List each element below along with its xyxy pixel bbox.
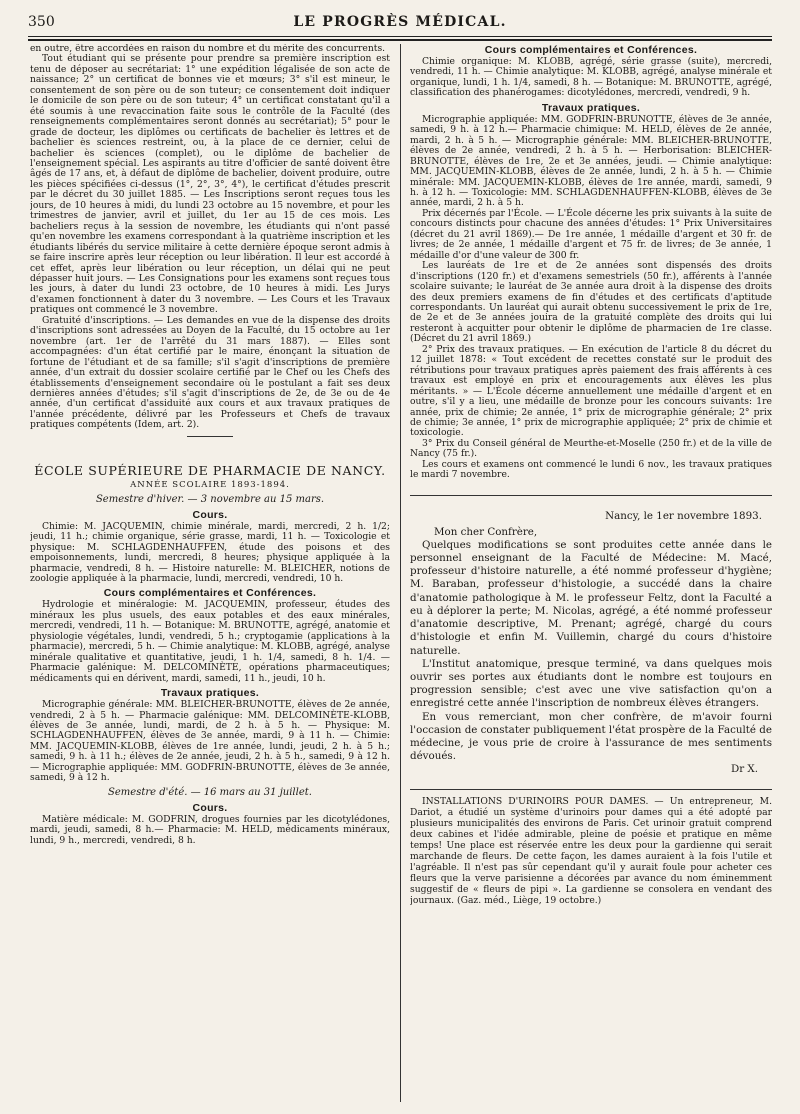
- header-rule: [28, 36, 772, 37]
- urinals-notice: [410, 789, 772, 906]
- complementary-heading: Cours complémentaires et Conférences.: [484, 44, 698, 56]
- left-column: [30, 44, 390, 1104]
- page-header: [28, 14, 772, 36]
- school-year: ANNÉE SCOLAIRE 1893-1894.: [130, 479, 290, 490]
- letter-salutation: Mon cher Confrère,: [434, 525, 538, 538]
- notice-text: INSTALLATIONS D'URINOIRS POUR DAMES. — Un entrepreneur, M. Dariot, a étudié un système d'urinoirs pour dames qui a été adopté par plusieurs municipalités des environs de Paris. Cet urinoir gratuit comprend deux cabines et l'idée admirable, pleine de poésie et pratique en même temps! Une place est réservée entre les deux pour la gardienne qui serait marchande de fleurs. De cette façon, les dames auraient à la fois l'utile et l'agréable. Il n'est pas sûr cependant qu'il y aurait foule pour acheter ces fleurs que la verve parisienne a décorées par avance du nom éminemment suggestif de « fleurs de pipi ». La gardienne se consolera en vendant des journaux. (Gaz. méd., Liège, 19 octobre.): [410, 796, 772, 907]
- complementary-text: Hydrologie et minéralogie: M. JACQUEMIN, professeur, études des minéraux les plus usuels, des eaux potables et des eaux minérales, mercredi, vendredi, 11 h. — Botanique: M. BRUNOTTE, agrégé, anatomie et physiologie végétales, lundi, vendredi, 5 h.; cryptogamie (applications à la pharmacie), mercredi, 5 h. — Chimie analytique: M. KLOBB, agrégé, analyse minérale qualitative et quantitative, jeudi, 1 h. 1/4, samedi, 8 h. 1/4. — Pharmacie galénique: M. DELCOMINÈTE, opérations pharmaceutiques; médicaments qui en dérivent, mardi, samedi, 11 h., jeudi, 10 h.: [30, 599, 390, 684]
- header-rule-thick: [28, 39, 772, 41]
- intro-paragraph: en outre, être accordées en raison du nombre et du mérite des concurrents.: [30, 44, 386, 54]
- complementary-heading: Cours complémentaires et Conférences.: [103, 587, 317, 600]
- letter-signature: Dr X.: [730, 763, 758, 776]
- right-column: [410, 44, 772, 1104]
- practical-heading: Travaux pratiques.: [160, 687, 260, 700]
- page-number: 350: [28, 14, 55, 30]
- letter-paragraph: En vous remerciant, mon cher confrère, de m'avoir fourni l'occasion de constater publiquement l'état prospère de la Faculté de médecine, je vous prie de croire à l'assurance de mes sentiments dévoués.: [410, 710, 772, 763]
- practical-heading: Travaux pratiques.: [541, 101, 641, 114]
- practical-text: Micrographie appliquée: MM. GODFRIN-BRUNOTTE, élèves de 3e année, samedi, 9 h. à 12 h.— Pharmacie chimique: M. HELD, élèves de 2e année, mardi, 2 h. à 5 h. — Micrographie générale: MM. BLEICHER-BRUNOTTE, élèves de 2e année, vendredi, 2 h. à 5 h. — Herborisation: BLEICHER-BRUNOTTE, élèves de 1re, 2e et 3e années, jeudi. — Chimie analytique: MM. JACQUEMIN-KLOBB, élèves de 2e année, lundi, 2 h. à 5 h. — Chimie minérale: MM. JACQUEMIN-KLOBB, élèves de 1re année, mardi, samedi, 9 h. à 12 h. — Toxicologie: MM. SCHLAGDENHAUFFEN-KLOBB, élèves de 3e année, mardi, 2 h. à 5 h.: [410, 113, 772, 209]
- summer-semester: Semestre d'été. — 16 mars au 31 juillet.: [108, 786, 312, 798]
- cours-heading: Cours.: [192, 508, 228, 521]
- complementary-text: Chimie organique: M. KLOBB, agrégé, série grasse (suite), mercredi, vendredi, 11 h. — Chimie analytique: M. KLOBB, agrégé, analyse minérale et organique, lundi, 1 h. 1/4, samedi, 8 h. — Botanique: M. BRUNOTTE, agrégé, classification des phanérogames: dicotylédones, mercredi, vendredi, 9 h.: [410, 56, 772, 99]
- section-separator: [187, 436, 233, 443]
- prizes-paragraph: Les lauréats de 1re et de 2e années sont dispensés des droits d'inscriptions (120 fr.) et d'examens semestriels (50 fr.), afférents à l'année scolaire suivante; le lauréat de 3e année aura droit à la dispense des droits des deux premiers examens de fin d'études et des certificats d'aptitude correspondants. Un lauréat qui aurait obtenu successivement le prix de 1re, de 2e et de 3e années jouira de la gratuité complète des droits qui lui resteront à acquitter pour obtenir le diplôme de pharmacien de 1re classe. (Décret du 21 avril 1869.): [410, 260, 772, 345]
- column-divider: [400, 44, 401, 1102]
- prizes-paragraph: Les cours et examens ont commencé le lundi 6 nov., les travaux pratiques le mardi 7 novembre.: [410, 458, 772, 481]
- prizes-paragraph: Prix décernés par l'École. — L'École décerne les prix suivants à la suite de concours distincts pour chacune des années d'études: 1° Prix Universitaires (décret du 21 avril 1869).— De 1re année, 1 médaille d'argent et 30 fr. de livres; de 2e année, 1 médaille d'argent et 75 fr. de livres; de 3e année, 1 médaille d'or d'une valeur de 300 fr.: [410, 207, 772, 261]
- school-title: ÉCOLE SUPÉRIEURE DE PHARMACIE DE NANCY.: [34, 462, 386, 478]
- letter-paragraph: Quelques modifications se sont produites cette année dans le personnel enseignant de la Faculté de Médecine: M. Macé, professeur d'histoire naturelle, a été nommé professeur d'hygiène; M. Baraban, professeur d'histologie, a succédé dans la chaire d'anatomie pathologique à M. le professeur Feltz, dont la Faculté a eu à déplorer la perte; M. Nicolas, agrégé, a été nommé professeur d'anatomie descriptive, M. Prenant; agrégé, chargé du cours d'histologie et enfin M. Vuillemin, chargé du cours d'histoire naturelle.: [410, 538, 772, 657]
- summer-cours-heading: Cours.: [192, 801, 228, 814]
- prizes-paragraph: 2° Prix des travaux pratiques. — En exécution de l'article 8 du décret du 12 juillet 1878: « Tout excédent de recettes constaté sur le produit des rétributions pour travaux pratiques après paiement des frais afférents à ces travaux est employé en prix et encouragements aux élèves les plus méritants. » — L'École décerne annuellement une médaille d'argent et en outre, s'il y a lieu, une médaille de bronze pour les concours suivants: 1re année, prix de chimie; 2e année, 1° prix de micrographie générale; 2° prix de chimie; 3e année, 1° prix de micrographie appliquée; 2° prix de chimie et toxicologie.: [410, 343, 772, 439]
- winter-semester: Semestre d'hiver. — 3 novembre au 15 mars.: [95, 493, 325, 505]
- intro-paragraph: Tout étudiant qui se présente pour prendre sa première inscription est tenu de déposer au secrétariat: 1° une expédition légalisée de son acte de naissance; 2° un certificat de bonnes vie et mœurs; 3° s'il est mineur, le consentement de son père ou de son tuteur; ce consentement doit indiquer le domicile de son père ou de son tuteur; 4° un certificat constatant qu'il a été soumis à une revaccination faite sous le contrôle de la Faculté (des renseignements complémentaires seront donnés au secrétariat); 5° pour le grade de docteur, les diplômes ou certificats de bachelier ès lettres et de bachelier ès sciences restreint, ou, à la place de ce dernier, celui de bachelier ès sciences (complet), ou le diplôme de bachelier de l'enseignement spécial. Les aspirants au titre d'officier de santé doivent être âgés de 17 ans, et, à défaut de diplôme de bachelier, doivent produire, outre les pièces spécifiées ci-dessus (1°, 2°, 3°, 4°), le certificat d'études prescrit par le décret du 30 juillet 1885. — Les Inscriptions seront reçues tous les jours, de 10 heures à midi, du lundi 23 octobre au 15 novembre, et pour les trimestres de janvier, avril et juillet, du 1er au 15 de ces mois. Les bacheliers reçus à la session de novembre, les étudiants qui n'ont passé qu'en novembre les examens correspondant à la quatrième inscription et les étudiants libérés du service militaire à cette dernière époque seront admis à se faire inscrire après leur réception ou leur libération. Il leur est accordé à cet effet, après leur libération ou leur réception, un délai qui ne peut dépasser huit jours. — Les Consignations pour les examens sont reçues tous les jours, à dater du lundi 23 octobre, de 10 heures à midi. Les Jurys d'examen fonctionnent à dater du 3 novembre. — Les Cours et les Travaux pratiques ont commencé le 3 novembre.: [30, 53, 390, 316]
- summer-cours-text: Matière médicale: M. GODFRIN, drogues fournies par les dicotylédones, mardi, jeudi, samedi, 8 h.— Pharmacie: M. HELD, médicaments minéraux, lundi, 9 h., mercredi, vendredi, 8 h.: [30, 813, 390, 846]
- intro-paragraph: Gratuité d'inscriptions. — Les demandes en vue de la dispense des droits d'inscriptions sont adressées au Doyen de la Faculté, du 15 octobre au 1er novembre (art. 1er de l'arrêté du 31 mars 1887). — Elles sont accompagnées: d'un état certifié par le maire, énonçant la situation de fortune de l'étudiant et de sa famille; s'il s'agit d'inscriptions de première année, d'un extrait du dossier scolaire certifié par le Chef ou les Chefs des établissements d'enseignement secondaire où le postulant a fait ses deux dernières années d'études; s'il s'agit d'inscriptions de 2e, de 3e ou de 4e année, d'un certificat d'assiduité aux cours et aux travaux pratiques de l'année précédente, délivré par les Professeurs et Chefs de travaux pratiques compétents (Idem, art. 2).: [30, 314, 390, 431]
- prizes-paragraph: 3° Prix du Conseil général de Meurthe-et-Moselle (250 fr.) et de la ville de Nancy (75 fr.).: [410, 437, 772, 460]
- practical-text: Micrographie générale: MM. BLEICHER-BRUNOTTE, élèves de 2e année, vendredi, 2 à 5 h. — Pharmacie galénique: MM. DELCOMINÈTE-KLOBB, élèves de 3e année, lundi, mardi, de 2 h. à 5 h. — Physique: M. SCHLAGDENHAUFFEN, élèves de 3e année, mardi, 9 à 11 h. — Chimie: MM. JACQUEMIN-KLOBB, élèves de 1re année, lundi, jeudi, 2 h. à 5 h.; samedi, 9 h. à 11 h.; élèves de 2e année, jeudi, 2 h. à 5 h., samedi, 9 à 12 h. — Micrographie appliquée: MM. GODFRIN-BRUNOTTE, élèves de 3e année, samedi, 9 à 12 h.: [30, 699, 390, 784]
- running-title: LE PROGRÈS MÉDICAL.: [293, 14, 507, 30]
- cours-text: Chimie: M. JACQUEMIN, chimie minérale, mardi, mercredi, 2 h. 1/2; jeudi, 11 h.; chimie organique, série grasse, mardi, 11 h. — Toxicologie et physique: M. SCHLAGDENHAUFFEN, étude des poisons et des empoisonnements, lundi, mercredi, 8 heures; physique appliquée à la pharmacie, vendredi, 8 h. — Histoire naturelle: M. BLEICHER, notions de zoologie appliquée à la pharmacie, lundi, mercredi, vendredi, 10 h.: [30, 520, 390, 585]
- letter-paragraph: L'Institut anatomique, presque terminé, va dans quelques mois ouvrir ses portes aux étudiants dont le nombre est toujours en progression sensible; c'est avec une vive satisfaction qu'on a enregistré cette année l'inscription de nombreux élèves étrangers.: [410, 657, 772, 710]
- letter-date: Nancy, le 1er novembre 1893.: [605, 509, 762, 522]
- letter: [410, 495, 772, 776]
